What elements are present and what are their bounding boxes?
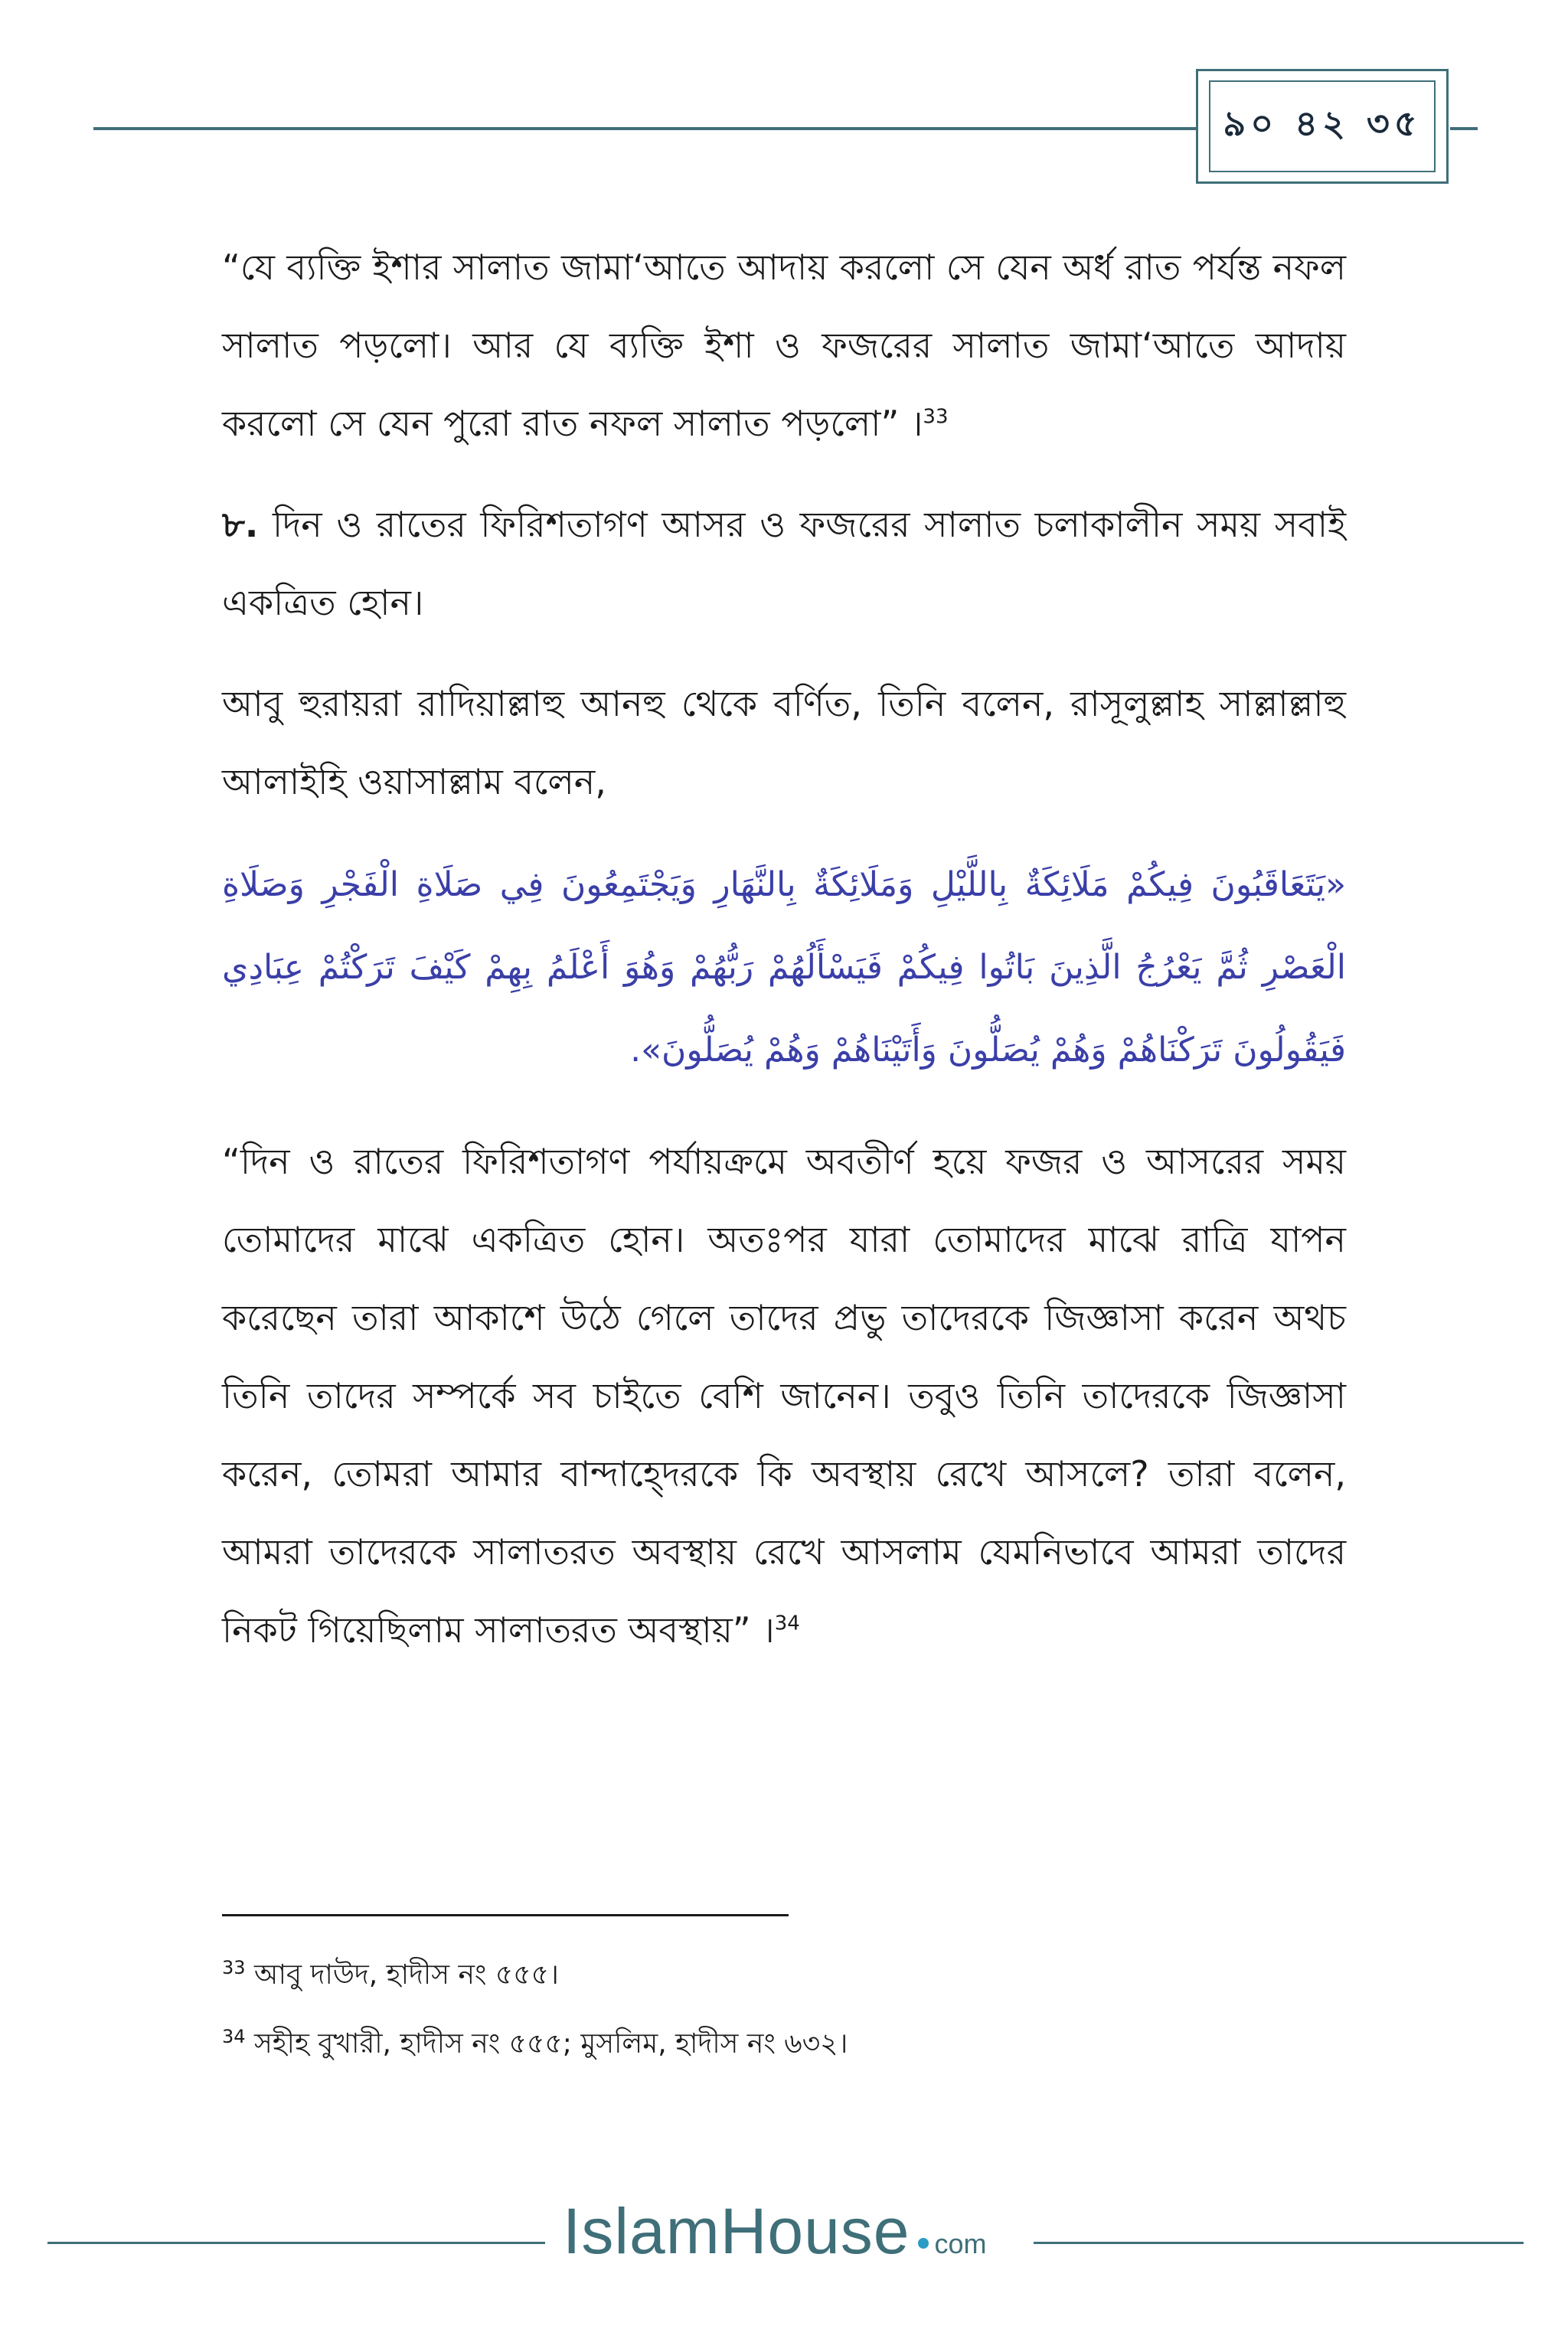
page-number-box: [1196, 69, 1449, 184]
paragraph-hadith-isha: [222, 228, 1346, 462]
paragraph-text: দিন ও রাতের ফিরিশতাগণ আসর ও ফজরের সালাত চলাকালীন সময় সবাই একত্রিত হোন।: [222, 504, 1346, 623]
paragraph-text: আবু হুরায়রা রাদিয়াল্লাহু আনহু থেকে বর্ণিত, তিনি বলেন, রাসূলুল্লাহ সাল্লাল্লাহু আলাইহি ওয়াসাল্লাম বলেন,: [222, 683, 1346, 802]
page-number: ৯০ ৪২ ৩৫: [1223, 103, 1422, 144]
footer-rule-right: [1034, 2242, 1524, 2244]
islamhouse-logo[interactable]: [563, 2194, 987, 2278]
paragraph-translation: [222, 1122, 1346, 1669]
header-rule-right: [1450, 127, 1478, 130]
paragraph-text: “যে ব্যক্তি ইশার সালাত জামা‘আতে আদায় করলো সে যেন অর্ধ রাত পর্যন্ত নফল সালাত পড়লো। আর যে ব্যক্তি ইশা ও ফজরের সালাত জামা‘আতে আদায় করলো সে যেন পুরো রাত নফল সালাত পড়লো” ।: [222, 247, 1346, 444]
footnote-separator: [222, 1914, 789, 1916]
footer-rule-left: [47, 2242, 545, 2244]
paragraph-text: “দিন ও রাতের ফিরিশতাগণ পর্যায়ক্রমে অবতীর্ণ হয়ে ফজর ও আসরের সময় তোমাদের মাঝে একত্রিত হোন। অতঃপর যারা তোমাদের মাঝে রাত্রি যাপন করেছেন তারা আকাশে উঠে গেলে তাদের প্রভু তাদেরকে জিজ্ঞাসা করেন অথচ তিনি তাদের সম্পর্কে সব চাইতে বেশি জানেন। তবুও তিনি তাদেরকে জিজ্ঞাসা করেন, তোমরা আমার বান্দাহ্দেরকে কি অবস্থায় রেখে আসলে? তারা বলেন, আমরা তাদেরকে সালাতরত অবস্থায় রেখে আসলাম যেমনিভাবে আমরা তাদের নিকট গিয়েছিলাম সালাতরত অবস্থায়” ।: [222, 1141, 1346, 1651]
brand-dot-icon: [918, 2238, 929, 2249]
footnotes: [222, 1941, 1346, 2079]
paragraph-narration-intro: [222, 665, 1346, 821]
footnote-text: আবু দাউদ, হাদীস নং ৫৫৫।: [245, 1959, 559, 1991]
page-body: [222, 228, 1346, 1692]
footnote-text: সহীহ বুখারী, হাদীস নং ৫৫৫; মুসলিম, হাদীস নং ৬৩২।: [245, 2028, 848, 2060]
footnote-ref-33[interactable]: 33: [923, 405, 949, 429]
brand-suffix: com: [934, 2228, 987, 2259]
footnote-33: [222, 1941, 1346, 2010]
point-number: ৮.: [222, 504, 259, 545]
header-rule-left: [93, 127, 1196, 130]
page-number-box-inner: [1209, 80, 1436, 172]
footnote-marker: 34: [222, 2026, 246, 2047]
footnote-ref-34[interactable]: 34: [774, 1612, 800, 1635]
arabic-hadith-text: «يَتَعَاقَبُونَ فِيكُمْ مَلَائِكَةٌ بِاللَّيْلِ وَمَلَائِكَةٌ بِالنَّهَارِ وَيَجْتَمِعُونَ فِي صَلَاةِ الْفَجْرِ وَصَلَاةِ الْعَصْرِ ثُمَّ يَعْرُجُ الَّذِينَ بَاتُوا فِيكُمْ فَيَسْأَلُهُمْ رَبُّهُمْ وَهُوَ أَعْلَمُ بِهِمْ كَيْفَ تَرَكْتُمْ عِبَادِي فَيَقُولُونَ تَرَكْنَاهُمْ وَهُمْ يُصَلُّونَ وَأَتَيْنَاهُمْ وَهُمْ يُصَلُّونَ».: [222, 865, 1346, 1070]
brand-name: IslamHouse: [563, 2195, 910, 2267]
footnote-34: [222, 2010, 1346, 2079]
footnote-marker: 33: [222, 1957, 246, 1978]
paragraph-point-8: [222, 485, 1346, 642]
